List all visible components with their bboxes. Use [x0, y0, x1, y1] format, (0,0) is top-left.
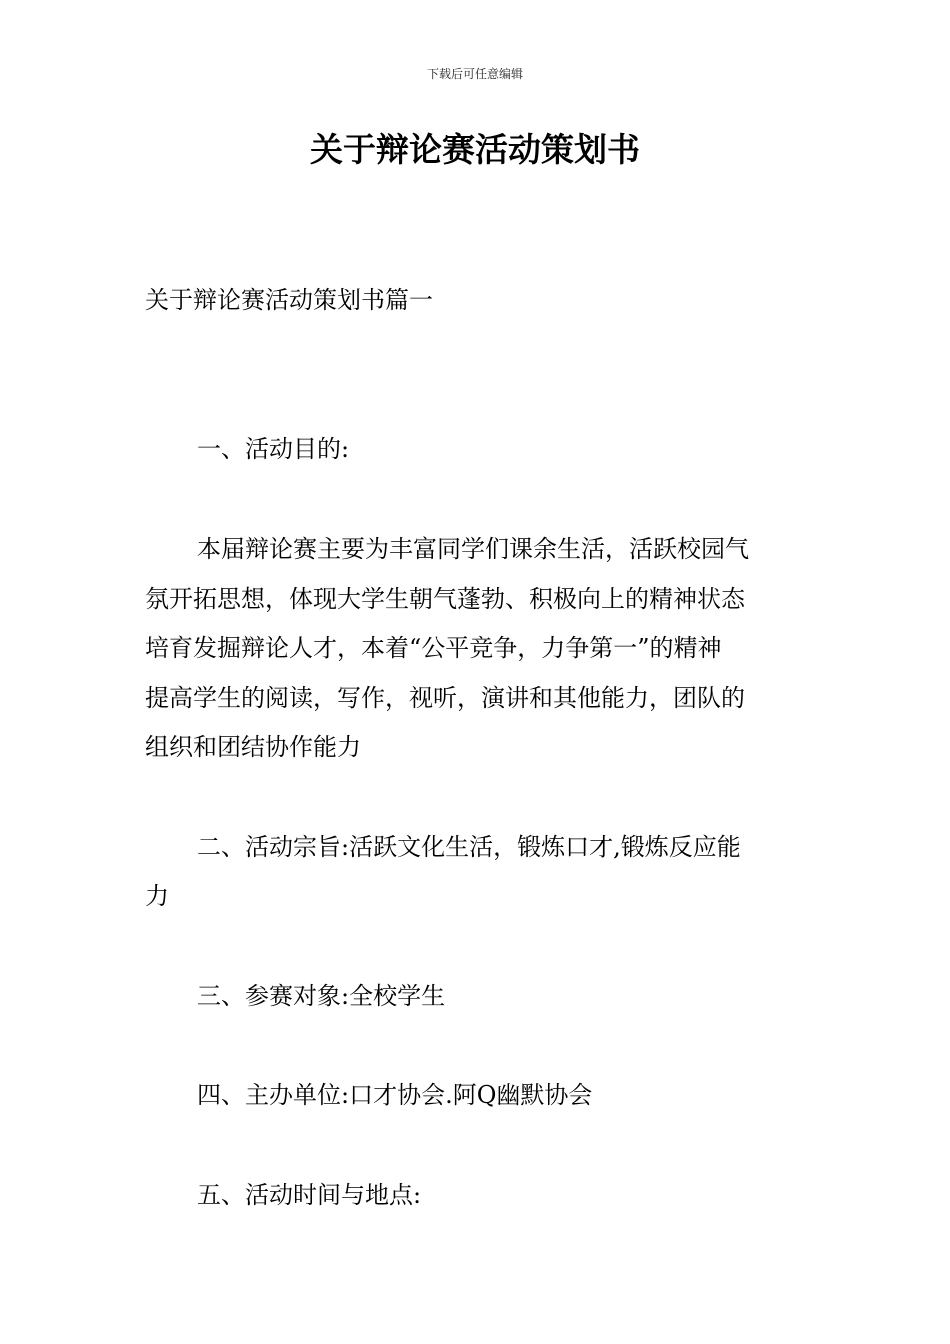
section-four-line: 四、主办单位:口才协会.阿Q幽默协会: [197, 1081, 593, 1109]
section-one-paragraph-line: 氛开拓思想，体现大学生朝气蓬勃、积极向上的精神状态: [145, 585, 745, 613]
section-three-line: 三、参赛对象:全校学生: [197, 982, 446, 1010]
section-one-paragraph-line: 提高学生的阅读，写作，视听，演讲和其他能力，团队的: [145, 684, 745, 712]
document-title: 关于辩论赛活动策划书: [310, 130, 640, 169]
section-two-line: 力: [145, 882, 169, 910]
section-one-heading: 一、活动目的:: [197, 435, 350, 463]
header-note: 下载后可任意编辑: [426, 67, 523, 81]
section-one-paragraph-line: 本届辩论赛主要为丰富同学们课余生活，活跃校园气: [197, 535, 749, 563]
subtitle-line: 关于辩论赛活动策划书篇一: [145, 286, 433, 314]
section-two-line: 二、活动宗旨:活跃文化生活，锻炼口才,锻炼反应能: [197, 833, 741, 861]
section-five-heading: 五、活动时间与地点:: [197, 1181, 422, 1209]
section-one-paragraph-line: 培育发掘辩论人才，本着“公平竞争，力争第一”的精神: [145, 634, 722, 662]
section-one-paragraph-line: 组织和团结协作能力: [145, 733, 361, 761]
